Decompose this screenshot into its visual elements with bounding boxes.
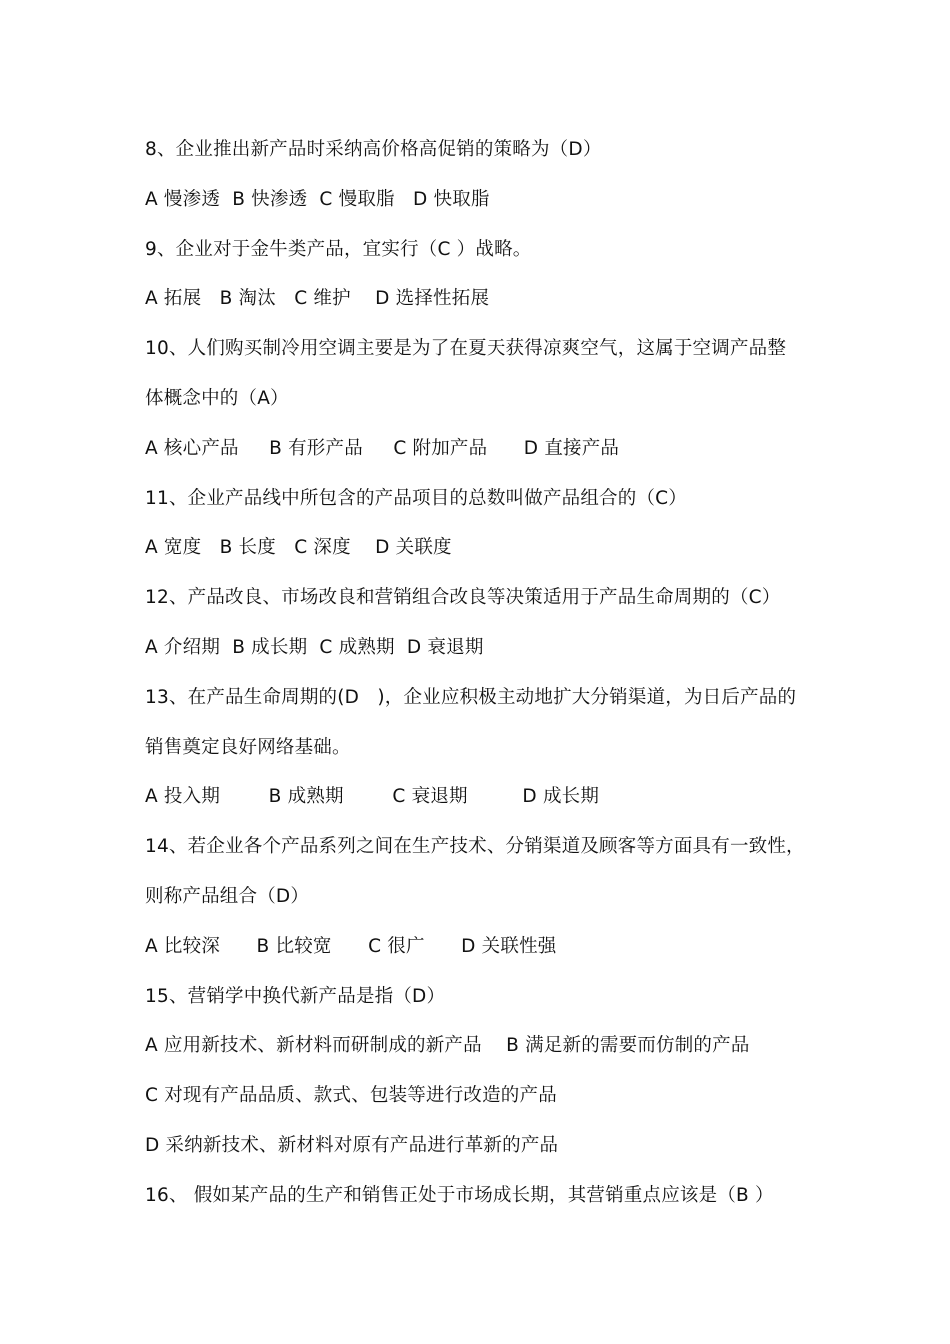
question-12-options: A 介绍期 B 成长期 C 成熟期 D 衰退期	[145, 636, 484, 658]
question-13-options: A 投入期 B 成熟期 C 衰退期 D 成长期	[145, 786, 600, 808]
question-10: 10、人们购买制冷用空调主要是为了在夏天获得凉爽空气，这属于空调产品整	[145, 338, 787, 360]
question-15-option-c: C 对现有产品品质、款式、包装等进行改造的产品	[145, 1085, 557, 1107]
question-15-option-d: D 采纳新技术、新材料对原有产品进行革新的产品	[145, 1134, 559, 1156]
question-14-options: A 比较深 B 比较宽 C 很广 D 关联性强	[145, 935, 557, 957]
question-15: 15、营销学中换代新产品是指（D）	[145, 985, 446, 1007]
question-9: 9、企业对于金牛类产品，宜实行（C ）战略。	[145, 238, 532, 260]
question-13: 13、在产品生命周期的(D )，企业应积极主动地扩大分销渠道，为日后产品的	[145, 686, 797, 708]
question-11-options: A 宽度 B 长度 C 深度 D 关联度	[145, 537, 452, 559]
question-11: 11、企业产品线中所包含的产品项目的总数叫做产品组合的（C）	[145, 487, 687, 509]
question-13-continued: 销售奠定良好网络基础。	[145, 736, 351, 758]
question-8-options: A 慢渗透 B 快渗透 C 慢取脂 D 快取脂	[145, 188, 490, 210]
question-14-continued: 则称产品组合（D）	[145, 885, 310, 907]
question-15-options-ab: A 应用新技术、新材料而研制成的新产品 B 满足新的需要而仿制的产品	[145, 1035, 750, 1057]
question-8: 8、企业推出新产品时采纳高价格高促销的策略为（D）	[145, 139, 602, 160]
question-9-options: A 拓展 B 淘汰 C 维护 D 选择性拓展	[145, 288, 490, 310]
question-10-options: A 核心产品 B 有形产品 C 附加产品 D 直接产品	[145, 437, 620, 459]
question-14: 14、若企业各个产品系列之间在生产技术、分销渠道及顾客等方面具有一致性，	[145, 836, 805, 858]
question-10-continued: 体概念中的（A）	[145, 387, 289, 409]
document-body	[145, 135, 825, 1231]
question-12: 12、产品改良、市场改良和营销组合改良等决策适用于产品生命周期的（C）	[145, 587, 781, 609]
question-16: 16、 假如某产品的生产和销售正处于市场成长期，其营销重点应该是（B ）	[145, 1184, 774, 1206]
